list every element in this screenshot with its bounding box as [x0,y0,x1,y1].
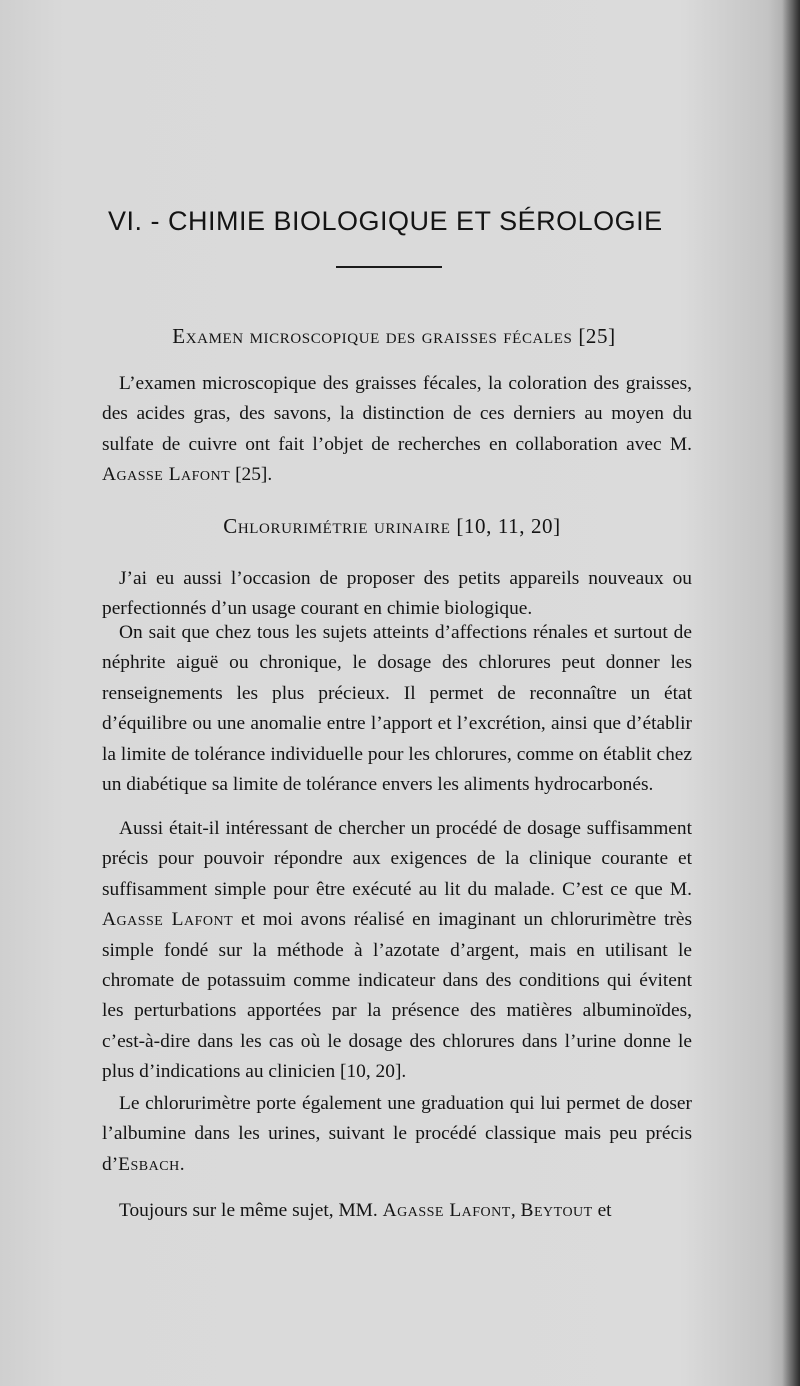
title-rule [336,266,442,268]
section-heading-ref: [25] [578,324,616,348]
paragraph-continuation [102,1196,692,1226]
text: et [592,1200,612,1221]
paragraph-chlorides [102,618,692,800]
text: J’ai eu aussi l’occasion de proposer des petits appareils nouveaux ou perfectionnés d’un usage courant en chimie biologique. [102,568,692,620]
text: L’examen microscopique des graisses fécales, la coloration des graisses, des acides gras, des savons, la distinction de ces derniers au moyen du sulfate de cuivre ont fait l’objet de recherches en collaboration avec M. [102,373,692,455]
text: On sait que chez tous les sujets atteints d’affections rénales et surtout de néphrite aiguë ou chronique, le dosage des chlorures peut donner les renseignements les plus précieux. Il permet de reconnaître un état d’équilibre ou une anomalie entre l’apport et l’excrétion, ainsi que d’établir la limite de tolérance individuelle pour les chlorures, comme on établit chez un diabétique sa limite de tolérance envers les aliments hydrocarbonés. [102,622,692,796]
text: [25]. [230,464,273,486]
text: et moi avons réalisé en imaginant un chlorurimètre très simple fondé sur la méthode à l’azotate d’argent, mais en utilisant le chromate de potassuim comme indicateur dans des conditions qui évitent les perturbations apportées par la présence des matières albuminoïdes, c’est-à-dire dans les cas où le dosage des chlorures dans l’urine donne le plus d’indications au clinicien [10, 20]. [102,909,692,1083]
section-heading-text: Examen microscopique des graisses fécales [172,324,573,348]
author-name: Agasse Lafont [382,1200,511,1221]
author-name: Agasse Lafont [102,909,234,931]
text: Aussi était-il intéressant de chercher un procédé de dosage suffisamment précis pour pouvoir répondre aux exigences de la clinique courante et suffisamment simple pour être exécuté au lit du malade. C’est ce que M. [102,818,692,900]
paragraph-albumin [102,1089,692,1180]
section-heading-fecal-fats [0,324,794,349]
author-name: Esbach [118,1153,180,1175]
paragraph-intro [102,564,692,625]
author-name: Beytout [520,1200,593,1221]
paragraph-chlorurimeter [102,814,692,1088]
page-edge-shadow [782,0,800,1386]
section-heading-text: Chlorurimétrie urinaire [223,514,451,538]
text: . [179,1153,185,1175]
section-heading-ref: [10, 11, 20] [456,514,561,538]
chapter-title: VI. - CHIMIE BIOLOGIQUE ET SÉROLOGIE [108,206,663,236]
text: , [510,1200,521,1221]
author-name: Agasse Lafont [102,464,231,486]
section-heading-chlorurimetry [0,514,792,539]
text: Le chlorurimètre porte également une graduation qui lui permet de doser l’albumine dans les urines, suivant le procédé classique mais peu précis d’ [102,1093,692,1175]
paragraph-fecal-fats [102,369,692,491]
text: Toujours sur le même sujet, MM. [119,1200,383,1221]
